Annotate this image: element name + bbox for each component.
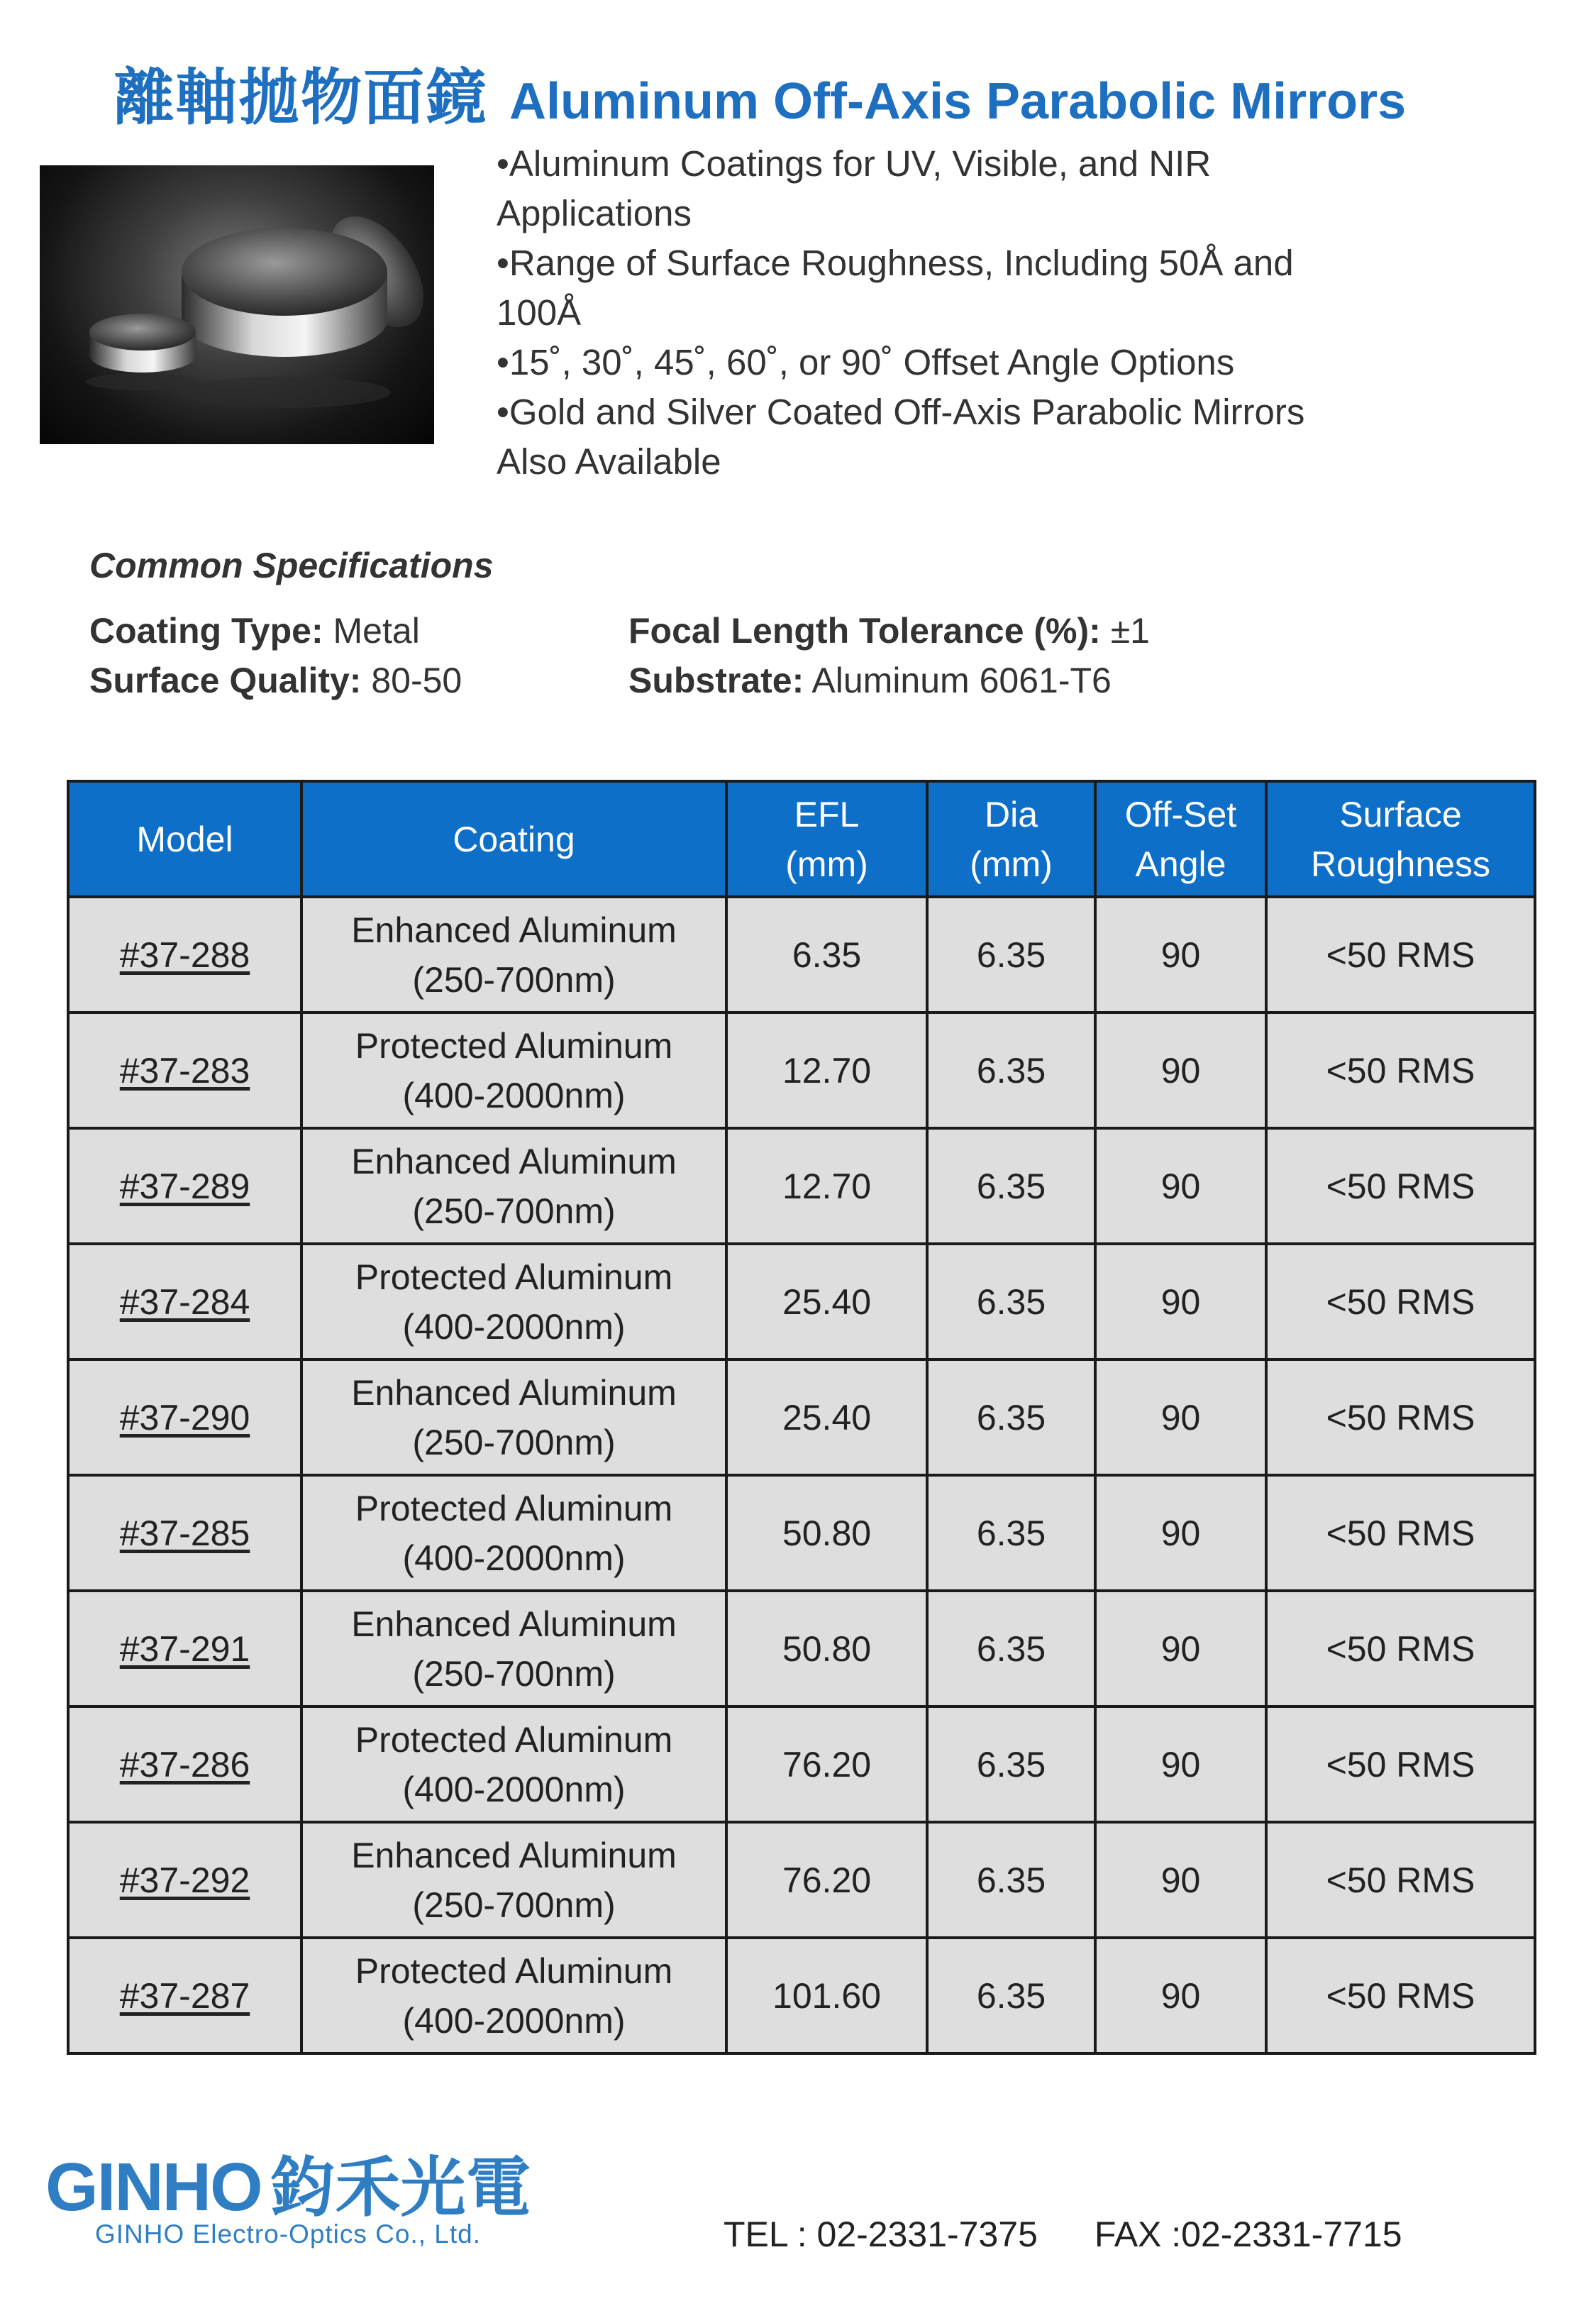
product-photo — [40, 165, 434, 444]
model-link[interactable]: #37-285 — [68, 1475, 301, 1591]
roughness-cell: <50 RMS — [1266, 1706, 1535, 1822]
dia-cell: 6.35 — [927, 1128, 1095, 1244]
model-link[interactable]: #37-284 — [68, 1244, 301, 1359]
roughness-cell: <50 RMS — [1266, 1591, 1535, 1706]
angle-cell: 90 — [1095, 897, 1266, 1013]
table-row — [68, 1706, 1535, 1822]
coating-cell: Enhanced Aluminum (250-700nm) — [301, 897, 726, 1013]
dia-cell: 6.35 — [927, 1706, 1095, 1822]
header-surface-roughness: Surface Roughness — [1266, 781, 1535, 897]
spec-label: Coating Type: — [89, 611, 323, 651]
table-row — [68, 1128, 1535, 1244]
spec-value: Metal — [333, 611, 420, 651]
angle-cell: 90 — [1095, 1013, 1266, 1128]
angle-cell: 90 — [1095, 1822, 1266, 1938]
spec-coating-type — [89, 610, 420, 651]
coating-cell: Enhanced Aluminum (250-700nm) — [301, 1591, 726, 1706]
spec-value: ±1 — [1110, 611, 1150, 651]
feature-item: •Aluminum Coatings for UV, Visible, and NIR Applications — [497, 143, 1212, 233]
angle-cell: 90 — [1095, 1359, 1266, 1475]
efl-cell: 76.20 — [726, 1706, 927, 1822]
spec-label: Surface Quality: — [89, 661, 362, 700]
logo-brand: GINHO — [45, 2149, 262, 2225]
table-row — [68, 1938, 1535, 2053]
efl-cell: 12.70 — [726, 1128, 927, 1244]
header-efl: EFL (mm) — [726, 781, 927, 897]
spec-surface-quality — [89, 660, 462, 701]
efl-cell: 25.40 — [726, 1244, 927, 1359]
efl-cell: 50.80 — [726, 1591, 927, 1706]
angle-cell: 90 — [1095, 1591, 1266, 1706]
dia-cell: 6.35 — [927, 1244, 1095, 1359]
common-specs-title: Common Specifications — [89, 546, 494, 585]
spec-value: 80-50 — [371, 661, 462, 700]
model-link[interactable]: #37-286 — [68, 1706, 301, 1822]
efl-cell: 6.35 — [726, 897, 927, 1013]
efl-cell: 76.20 — [726, 1822, 927, 1938]
table-row — [68, 1359, 1535, 1475]
coating-cell: Protected Aluminum (400-2000nm) — [301, 1013, 726, 1128]
coating-cell: Enhanced Aluminum (250-700nm) — [301, 1822, 726, 1938]
fax: FAX :02-2331-7715 — [1094, 2214, 1402, 2254]
header-coating: Coating — [301, 781, 726, 897]
table-header-row — [68, 781, 1535, 897]
spec-label: Focal Length Tolerance (%): — [628, 611, 1101, 651]
roughness-cell: <50 RMS — [1266, 897, 1535, 1013]
page-title-chinese: 離軸拋物面鏡 — [113, 62, 488, 133]
angle-cell: 90 — [1095, 1475, 1266, 1591]
feature-item: •Range of Surface Roughness, Including 50Å and 100Å — [497, 243, 1294, 333]
spec-value: Aluminum 6061-T6 — [811, 661, 1112, 700]
header-dia: Dia (mm) — [927, 781, 1095, 897]
dia-cell: 6.35 — [927, 1591, 1095, 1706]
table-row — [68, 1475, 1535, 1591]
roughness-cell: <50 RMS — [1266, 1244, 1535, 1359]
dia-cell: 6.35 — [927, 1822, 1095, 1938]
dia-cell: 6.35 — [927, 1359, 1095, 1475]
coating-cell: Protected Aluminum (400-2000nm) — [301, 1244, 726, 1359]
angle-cell: 90 — [1095, 1706, 1266, 1822]
model-link[interactable]: #37-290 — [68, 1359, 301, 1475]
table-row — [68, 1591, 1535, 1706]
efl-cell: 12.70 — [726, 1013, 927, 1128]
header-model: Model — [68, 781, 301, 897]
roughness-cell: <50 RMS — [1266, 1822, 1535, 1938]
model-link[interactable]: #37-292 — [68, 1822, 301, 1938]
model-link[interactable]: #37-289 — [68, 1128, 301, 1244]
angle-cell: 90 — [1095, 1244, 1266, 1359]
efl-cell: 25.40 — [726, 1359, 927, 1475]
coating-cell: Enhanced Aluminum (250-700nm) — [301, 1128, 726, 1244]
feature-list — [497, 139, 1319, 487]
coating-cell: Protected Aluminum (400-2000nm) — [301, 1706, 726, 1822]
mirrors-illustration — [40, 165, 434, 444]
page-title-english: Aluminum Off-Axis Parabolic Mirrors — [509, 73, 1407, 130]
table-row — [68, 1822, 1535, 1938]
coating-cell: Enhanced Aluminum (250-700nm) — [301, 1359, 726, 1475]
header-offset-angle: Off-Set Angle — [1095, 781, 1266, 897]
spec-label: Substrate: — [628, 661, 804, 700]
spec-focal-tolerance — [628, 610, 1150, 651]
dia-cell: 6.35 — [927, 1475, 1095, 1591]
table-row — [68, 1244, 1535, 1359]
feature-item: •Gold and Silver Coated Off-Axis Parabolic Mirrors Also Available — [497, 392, 1305, 482]
coating-cell: Protected Aluminum (400-2000nm) — [301, 1475, 726, 1591]
roughness-cell: <50 RMS — [1266, 1938, 1535, 2053]
roughness-cell: <50 RMS — [1266, 1359, 1535, 1475]
dia-cell: 6.35 — [927, 1938, 1095, 2053]
model-link[interactable]: #37-288 — [68, 897, 301, 1013]
product-table — [67, 780, 1536, 2055]
coating-cell: Protected Aluminum (400-2000nm) — [301, 1938, 726, 2053]
roughness-cell: <50 RMS — [1266, 1475, 1535, 1591]
efl-cell: 101.60 — [726, 1938, 927, 2053]
page-title — [113, 48, 1575, 136]
roughness-cell: <50 RMS — [1266, 1128, 1535, 1244]
contact-info — [724, 2214, 1402, 2255]
dia-cell: 6.35 — [927, 897, 1095, 1013]
dia-cell: 6.35 — [927, 1013, 1095, 1128]
model-link[interactable]: #37-291 — [68, 1591, 301, 1706]
model-link[interactable]: #37-287 — [68, 1938, 301, 2053]
angle-cell: 90 — [1095, 1128, 1266, 1244]
logo-brand-chinese: 鈞禾光電 — [270, 2150, 531, 2226]
feature-item: •15˚, 30˚, 45˚, 60˚, or 90˚ Offset Angle Options — [497, 342, 1235, 382]
model-link[interactable]: #37-283 — [68, 1013, 301, 1128]
roughness-cell: <50 RMS — [1266, 1013, 1535, 1128]
spec-substrate — [628, 660, 1112, 701]
efl-cell: 50.80 — [726, 1475, 927, 1591]
company-logo — [45, 2136, 531, 2249]
telephone: TEL : 02-2331-7375 — [724, 2214, 1038, 2254]
angle-cell: 90 — [1095, 1938, 1266, 2053]
table-row — [68, 1013, 1535, 1128]
company-name: GINHO Electro-Optics Co., Ltd. — [95, 2219, 482, 2249]
table-row — [68, 897, 1535, 1013]
